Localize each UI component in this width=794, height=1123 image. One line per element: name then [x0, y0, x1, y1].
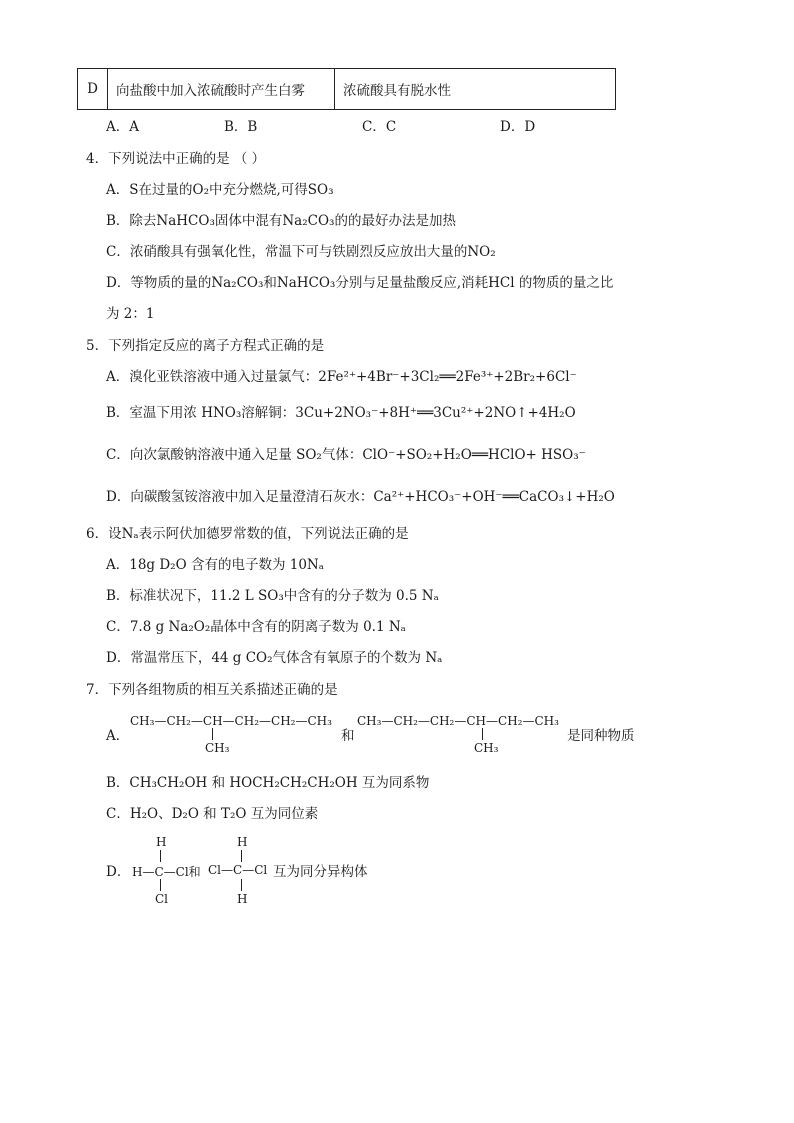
q7-option-c: C．H₂O、D₂O 和 T₂O 互为同位素 [106, 806, 319, 822]
q7-a-structure-1-branch: CH₃ [205, 741, 230, 755]
q6-option-b: B．标准状况下，11.2 L SO₃中含有的分子数为 0.5 Nₐ [106, 588, 439, 604]
q5-stem: 5．下列指定反应的离子方程式正确的是 [86, 338, 325, 354]
row-label: D [78, 69, 108, 110]
q7-d-mol2-mid: Cl—C—Cl [208, 863, 268, 877]
q4-option-d: D．等物质的量的Na₂CO₃和NaHCO₃分别与足量盐酸反应,消耗HCl 的物质的量之比 [106, 275, 614, 291]
q7-stem: 7．下列各组物质的相互关系描述正确的是 [86, 682, 338, 698]
q4-option-c: C．浓硝酸具有强氧化性，常温下可与铁剧烈反应放出大量的NO₂ [106, 244, 496, 260]
q6-stem: 6．设Nₐ表示阿伏加德罗常数的值，下列说法正确的是 [86, 526, 409, 542]
q7-d-mol2-bond-bot [241, 879, 242, 891]
q4-stem: 4．下列说法中正确的是 （ ） [86, 151, 266, 167]
q7-a-and: 和 [341, 728, 355, 744]
q5-option-c: C．向次氯酸钠溶液中通入足量 SO₂气体：ClO⁻+SO₂+H₂O══HClO+ HSO₃⁻ [106, 447, 586, 463]
q7-option-b: B．CH₃CH₂OH 和 HOCH₂CH₂CH₂OH 互为同系物 [106, 775, 430, 791]
row-statement: 向盐酸中加入浓硫酸时产生白雾 [108, 69, 335, 110]
q5-option-a: A．溴化亚铁溶液中通入过量氯气：2Fe²⁺+4Br⁻+3Cl₂══2Fe³⁺+2Br₂+6Cl⁻ [106, 369, 577, 385]
q3-choice-c: C．C [362, 119, 397, 135]
q7-a-structure-1-main: CH₃—CH₂—CH—CH₂—CH₂—CH₃ [130, 714, 332, 728]
q7-d-mol2-bot: H [237, 892, 248, 906]
q7-a-structure-2-main: CH₃—CH₂—CH₂—CH—CH₂—CH₃ [357, 714, 559, 728]
q7-a-structure-2-branch: CH₃ [474, 741, 499, 755]
q7-d-mol2-top: H [237, 835, 248, 849]
q7-a-tail: 是同种物质 [567, 728, 635, 744]
q6-option-a: A．18g D₂O 含有的电子数为 10Nₐ [106, 557, 324, 573]
q4-option-b: B．除去NaHCO₃固体中混有Na₂CO₃的的最好办法是加热 [106, 213, 456, 229]
q6-option-d: D．常温常压下，44 g CO₂气体含有氧原子的个数为 Nₐ [106, 650, 443, 666]
q7-a-structure-1-bond [212, 728, 213, 740]
q7-d-mol1-mid: H—C—Cl和 [132, 865, 201, 879]
q5-option-d: D．向碳酸氢铵溶液中加入足量澄清石灰水：Ca²⁺+HCO₃⁻+OH⁻══CaCO₃↓+H₂O [106, 489, 615, 505]
q4-option-d-cont: 为 2：1 [106, 306, 155, 322]
q6-option-c: C．7.8 g Na₂O₂晶体中含有的阴离子数为 0.1 Nₐ [106, 619, 406, 635]
q3-choice-a: A．A [106, 119, 139, 135]
options-table [77, 68, 616, 110]
q7-option-a-label: A． [106, 728, 130, 744]
q3-choice-d: D．D [500, 119, 536, 135]
q4-option-a: A．S在过量的O₂中充分燃烧,可得SO₃ [106, 182, 334, 198]
table-row [78, 69, 616, 110]
q7-d-mol2-bond-top [241, 850, 242, 862]
q7-d-mol1-bond-bot [160, 879, 161, 891]
q7-d-tail: 互为同分异构体 [273, 864, 368, 880]
q7-d-mol1-bond-top [160, 850, 161, 862]
q3-choice-b: B．B [224, 119, 258, 135]
q7-a-structure-2-bond [482, 728, 483, 740]
q7-d-mol1-bot: Cl [155, 892, 169, 906]
row-reason: 浓硫酸具有脱水性 [335, 69, 616, 110]
q7-d-mol1-top: H [156, 835, 167, 849]
q7-option-d-label: D． [106, 864, 131, 880]
q5-option-b: B．室温下用浓 HNO₃溶解铜：3Cu+2NO₃⁻+8H⁺══3Cu²⁺+2NO↑+4H₂O [106, 405, 576, 421]
